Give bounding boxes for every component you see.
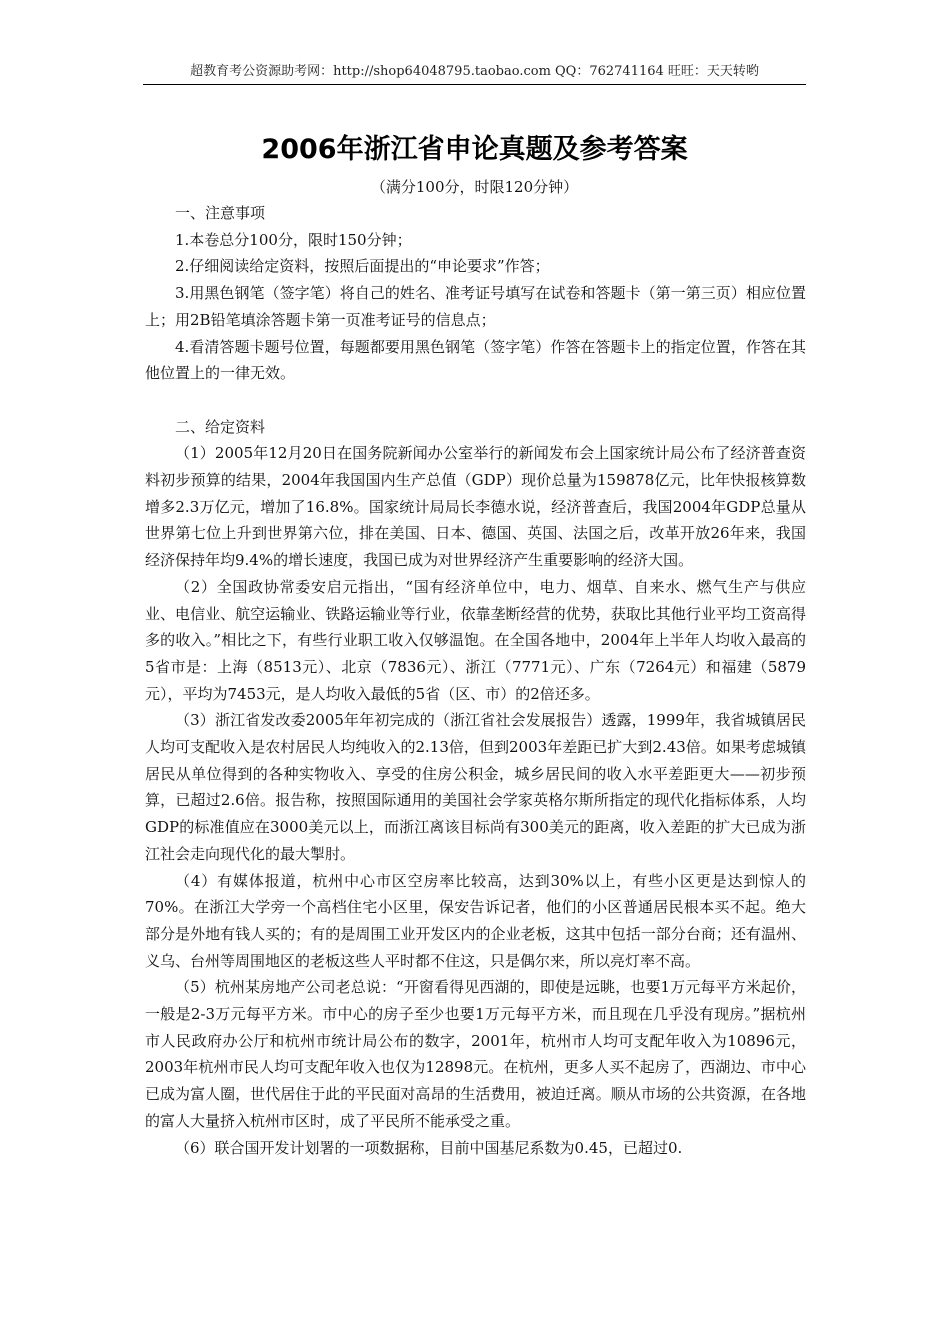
document-body [145, 200, 806, 1161]
section-heading-materials: 二、给定资料 [175, 417, 266, 436]
material-paragraph: （2）全国政协常委安启元指出，“国有经济单位中，电力、烟草、自来水、燃气生产与供应业、电信业、航空运输业、铁路运输业等行业，依靠垄断经营的优势，获取比其他行业平均工资高得多的收入。”相比之下，有些行业职工收入仅够温饱。在全国各地中，2004年上半年人均收入最高的5省市是：上海（8513元）、北京（7836元）、浙江（7771元）、广东（7264元）和福建（5879元），平均为7453元，是人均收入最低的5省（区、市）的2倍还多。 [145, 577, 806, 703]
note-item: 2.仔细阅读给定资料，按照后面提出的“申论要求”作答； [175, 257, 550, 276]
material-paragraph: （6）联合国开发计划署的一项数据称，目前中国基尼系数为0.45，已超过0. [175, 1138, 683, 1157]
document-subtitle: （满分100分，时限120分钟） [370, 178, 579, 196]
material-paragraph: （5）杭州某房地产公司老总说：“开窗看得见西湖的，即使是远眺，也要1万元每平方米起价，一般是2-3万元每平方米。市中心的房子至少也要1万元每平方米，而且现在几乎没有现房。”据杭州市人民政府办公厅和杭州市统计局公布的数字，2001年，杭州市人均可支配年收入为10896元，2003年杭州市民人均可支配年收入也仅为12898元。在杭州，更多人买不起房了，西湖边、市中心已成为富人圈，世代居住于此的平民面对高昂的生活费用，被迫迁离。顺从市场的公共资源，在各地的富人大量挤入杭州市区时，成了平民所不能承受之重。 [145, 978, 806, 1130]
section-heading-notes: 一、注意事项 [175, 204, 266, 222]
note-item: 1.本卷总分100分，限时150分钟； [175, 230, 412, 249]
note-item: 4.看清答题卡题号位置，每题都要用黑色钢笔（签字笔）作答在答题卡上的指定位置，作答在其他位置上的一律无效。 [145, 337, 806, 383]
blank-line [145, 387, 806, 414]
material-paragraph: （3）浙江省发改委2005年年初完成的（浙江省社会发展报告）透露，1999年，我省城镇居民人均可支配收入是农村居民人均纯收入的2.13倍，但到2003年差距已扩大到2.43倍。如果考虑城镇居民从单位得到的各种实物收入、享受的住房公积金，城乡居民间的收入水平差距更大——初步预算，已超过2.6倍。报告称，按照国际通用的美国社会学家英格尔斯所指定的现代化指标体系，人均GDP的标准值应在3000美元以上，而浙江离该目标尚有300美元的距离，收入差距的扩大已成为浙江社会走向现代化的最大掣肘。 [145, 711, 806, 863]
material-paragraph: （4）有媒体报道，杭州中心市区空房率比较高，达到30%以上，有些小区更是达到惊人的70%。在浙江大学旁一个高档住宅小区里，保安告诉记者，他们的小区普通居民根本买不起。绝大部分是外地有钱人买的；有的是周围工业开发区内的企业老板，这其中包括一部分台商；还有温州、义乌、台州等周围地区的老板这些人平时都不住这，只是偶尔来，所以亮灯率不高。 [145, 871, 806, 970]
document-title: 2006年浙江省申论真题及参考答案 [261, 134, 688, 165]
note-item: 3.用黑色钢笔（签字笔）将自己的姓名、准考证号填写在试卷和答题卡（第一第三页）相应位置上；用2B铅笔填涂答题卡第一页准考证号的信息点； [145, 284, 806, 329]
header-divider [143, 84, 806, 85]
page-header: 超教育考公资源助考网：http://shop64048795.taobao.com QQ：762741164 旺旺：天天转哟 [190, 64, 759, 79]
material-paragraph: （1）2005年12月20日在国务院新闻办公室举行的新闻发布会上国家统计局公布了经济普查资料初步预算的结果，2004年我国国内生产总值（GDP）现价总量为159878亿元，比年快报核算数增多2.3万亿元，增加了16.8%。国家统计局局长李德水说，经济普查后，我国2004年GDP总量从世界第七位上升到世界第六位，排在美国、日本、德国、英国、法国之后，改革开放26年来，我国经济保持年均9.4%的增长速度，我国已成为对世界经济产生重要影响的经济大国。 [145, 444, 806, 570]
